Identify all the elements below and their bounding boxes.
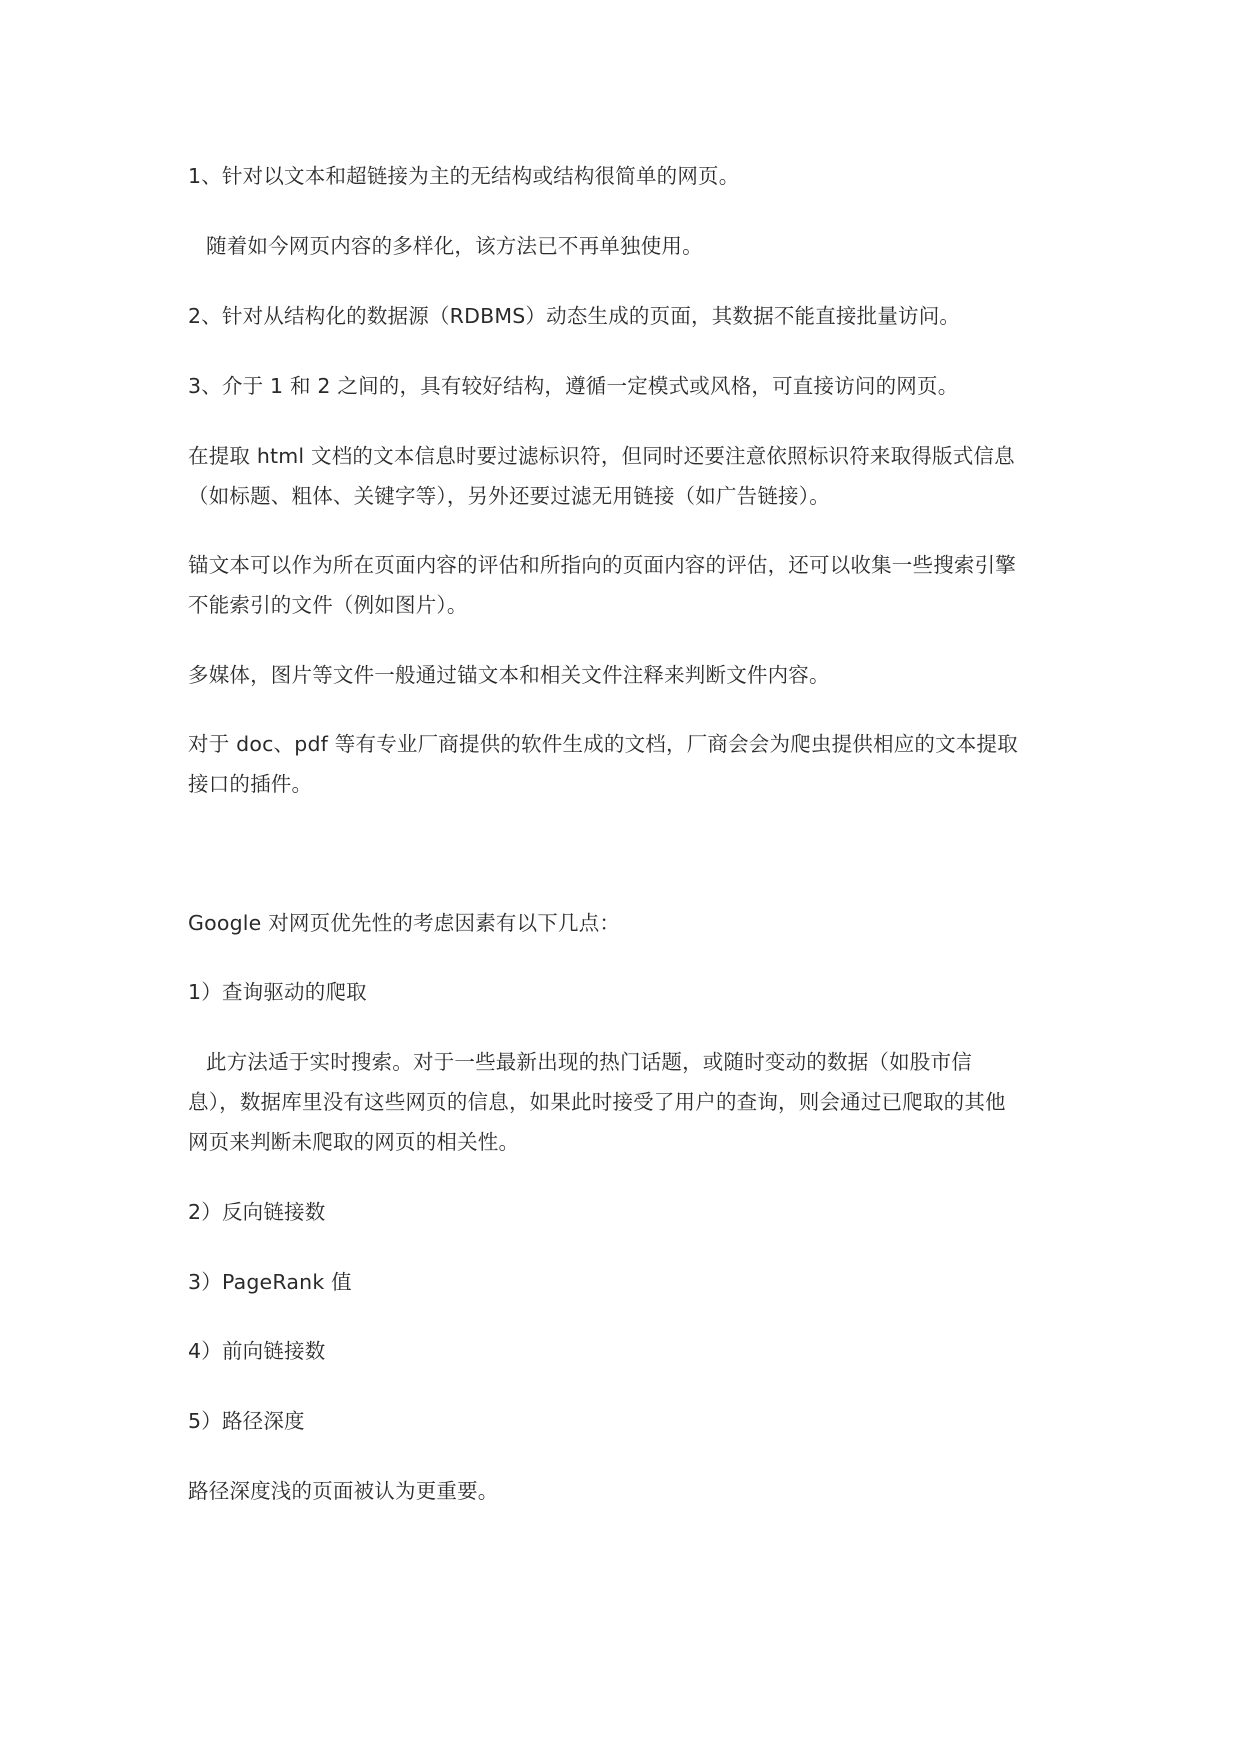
paragraph-anchor-line-2: 不能索引的文件（例如图片）。	[188, 593, 468, 617]
paragraph-realtime-line-3: 网页来判断未爬取的网页的相关性。	[188, 1130, 520, 1154]
factor-item-5: 5）路径深度	[188, 1409, 305, 1433]
paragraph-html-line-1: 在提取 html 文档的文本信息时要过滤标识符，但同时还要注意依照标识符来取得版式信息	[188, 444, 1015, 468]
paragraph-doc-line-2: 接口的插件。	[188, 772, 313, 796]
paragraph-note: 随着如今网页内容的多样化，该方法已不再单独使用。	[206, 234, 703, 258]
factor-item-3: 3）PageRank 值	[188, 1270, 352, 1294]
factor-item-4: 4）前向链接数	[188, 1339, 326, 1363]
factor-item-1: 1）查询驱动的爬取	[188, 980, 367, 1004]
paragraph-realtime-line-1: 此方法适于实时搜索。对于一些最新出现的热门话题，或随时变动的数据（如股市信	[206, 1050, 972, 1074]
paragraph-depth-note: 路径深度浅的页面被认为更重要。	[188, 1479, 499, 1503]
list-item-2: 2、针对从结构化的数据源（RDBMS）动态生成的页面，其数据不能直接批量访问。	[188, 304, 961, 328]
paragraph-doc-line-1: 对于 doc、pdf 等有专业厂商提供的软件生成的文档，厂商会会为爬虫提供相应的文本提取	[188, 732, 1018, 756]
list-item-3: 3、介于 1 和 2 之间的，具有较好结构，遵循一定模式或风格，可直接访问的网页。	[188, 374, 959, 398]
factor-item-2: 2）反向链接数	[188, 1200, 326, 1224]
paragraph-html-line-2: （如标题、粗体、关键字等），另外还要过滤无用链接（如广告链接）。	[188, 484, 830, 508]
paragraph-multimedia: 多媒体，图片等文件一般通过锚文本和相关文件注释来判断文件内容。	[188, 663, 830, 687]
paragraph-anchor-line-1: 锚文本可以作为所在页面内容的评估和所指向的页面内容的评估，还可以收集一些搜索引擎	[188, 553, 1016, 577]
paragraph-realtime-line-2: 息），数据库里没有这些网页的信息，如果此时接受了用户的查询，则会通过已爬取的其他	[188, 1090, 1006, 1114]
paragraph-google-heading: Google 对网页优先性的考虑因素有以下几点：	[188, 911, 621, 935]
list-item-1: 1、针对以文本和超链接为主的无结构或结构很简单的网页。	[188, 164, 740, 188]
